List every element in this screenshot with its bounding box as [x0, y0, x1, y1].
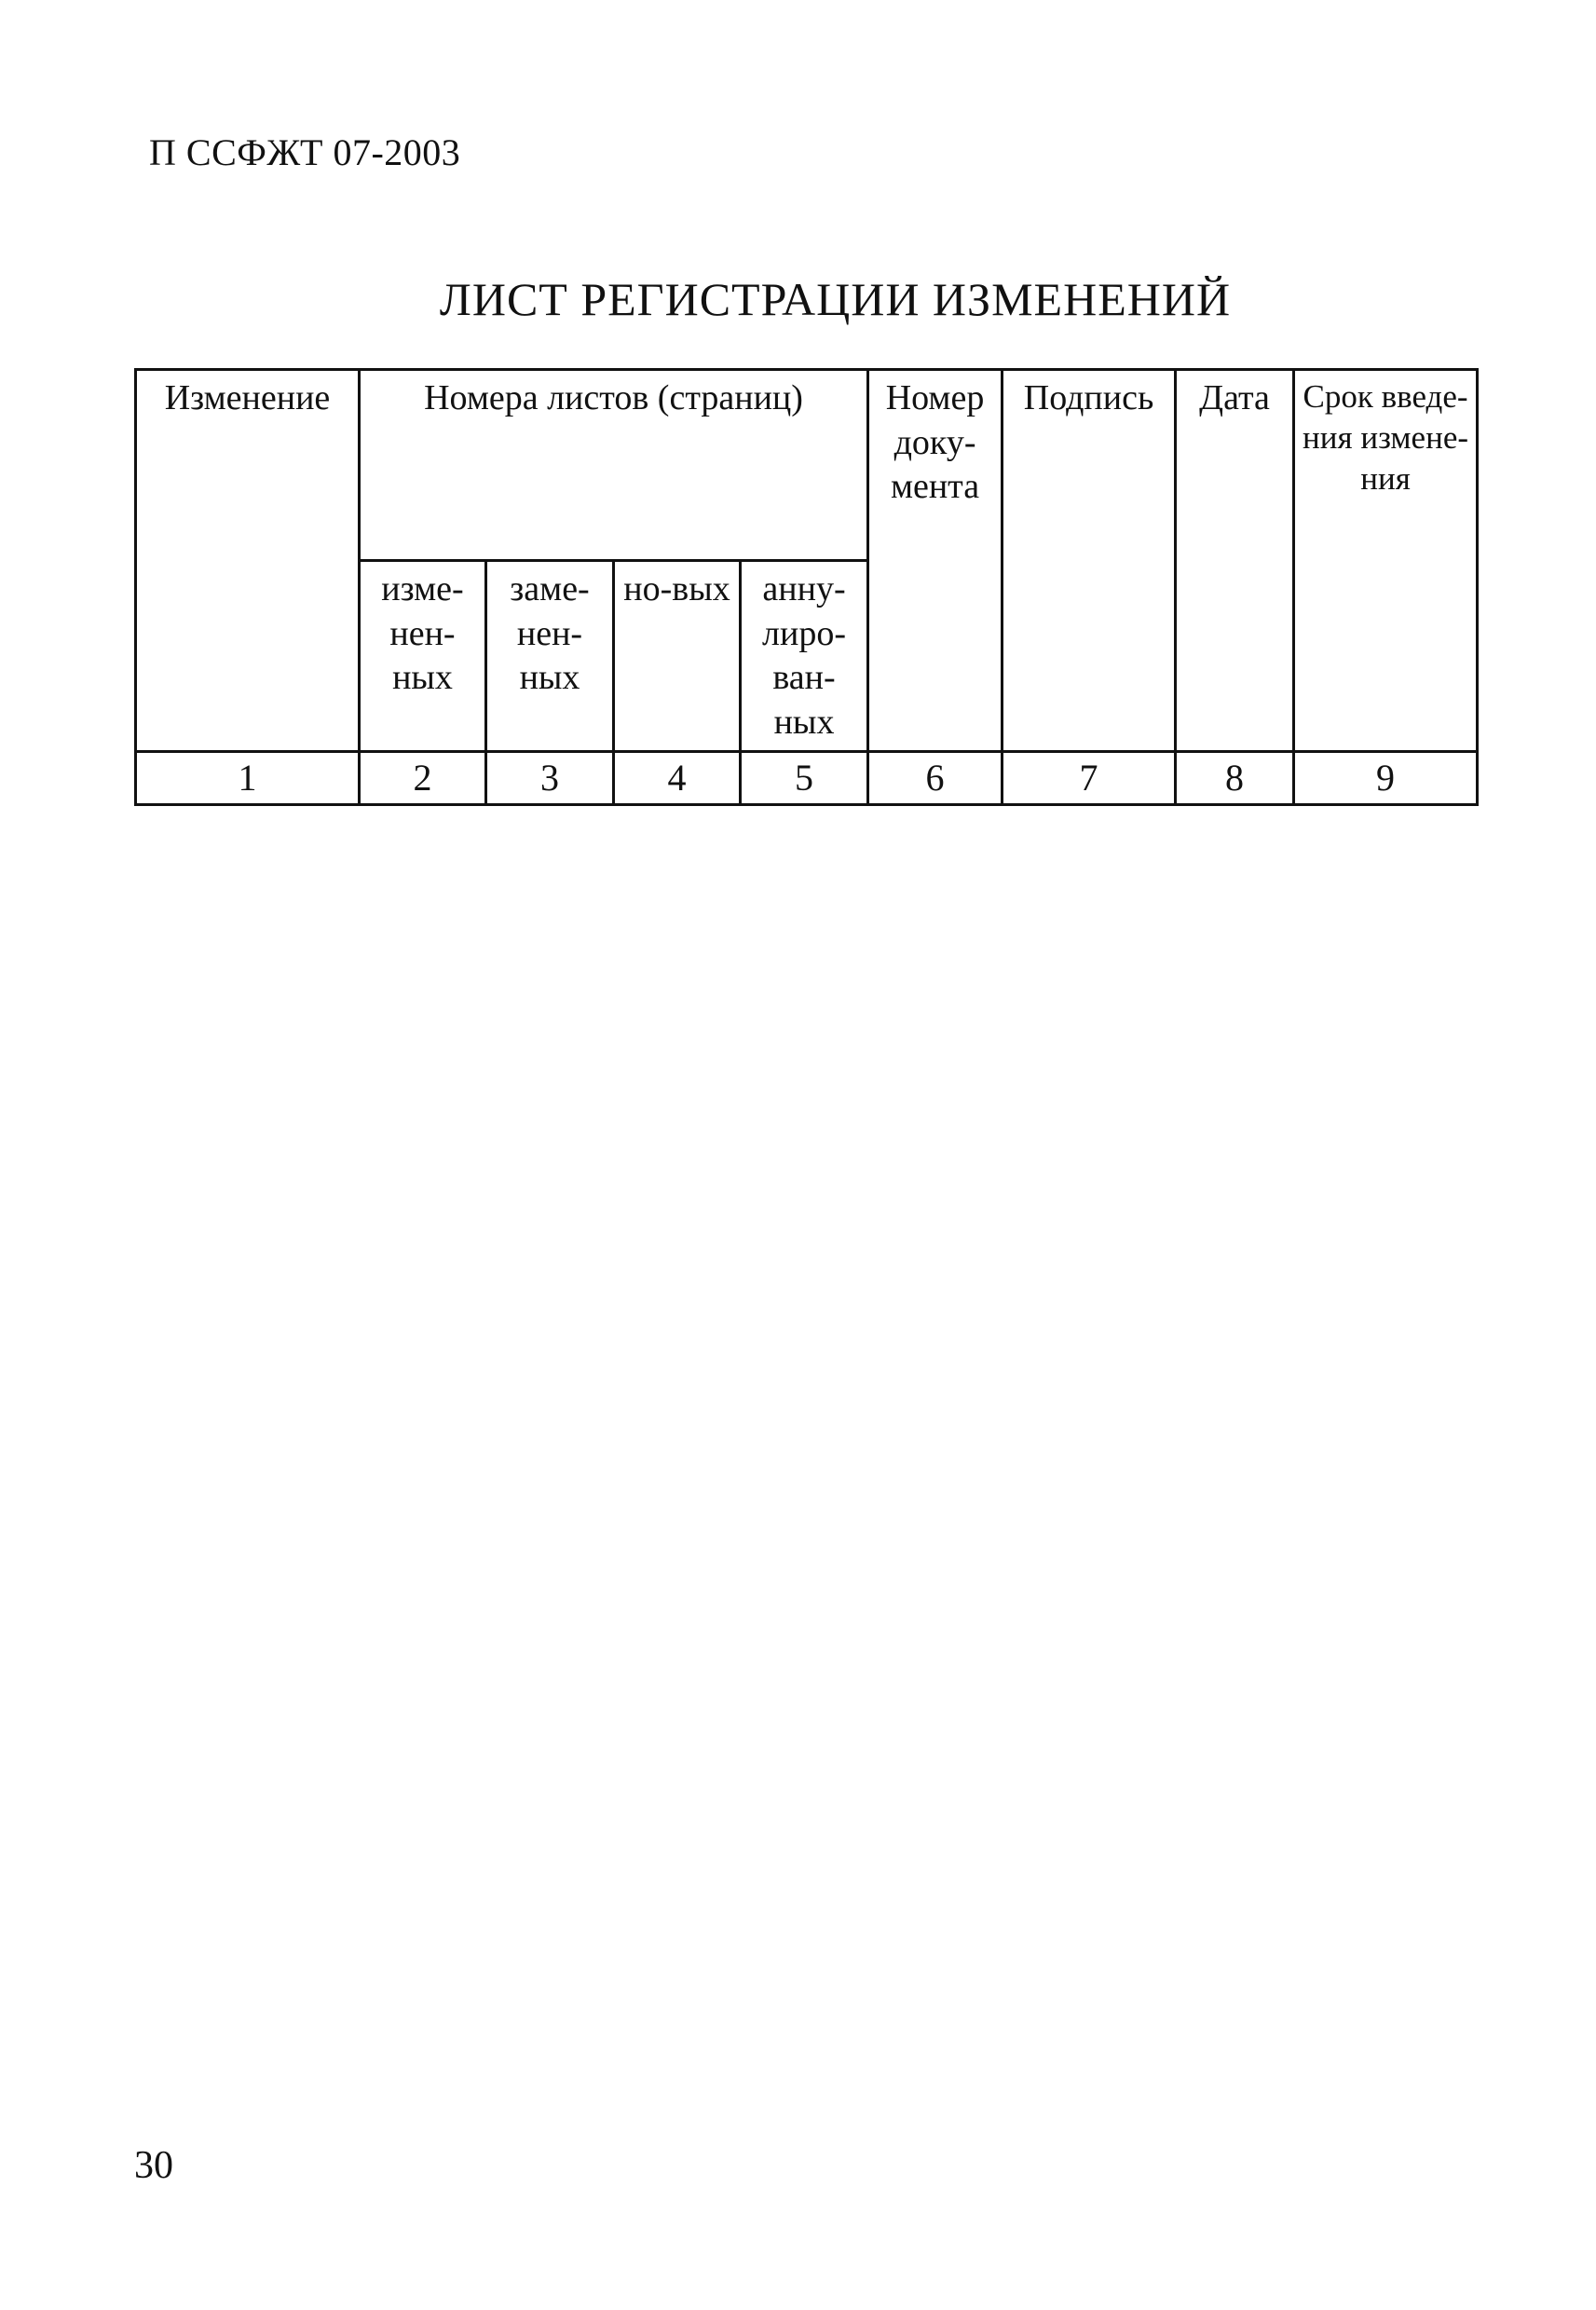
- column-number: 6: [868, 752, 1003, 805]
- column-number-row: [136, 752, 1478, 805]
- column-number: 4: [614, 752, 741, 805]
- subheader-annulled: анну-лиро-ван-ных: [741, 561, 868, 752]
- page-title: ЛИСТ РЕГИСТРАЦИИ ИЗМЕНЕНИЙ: [439, 273, 1232, 325]
- document-code: П ССФЖТ 07-2003: [149, 131, 461, 173]
- column-number: 3: [486, 752, 614, 805]
- column-number: 5: [741, 752, 868, 805]
- change-registration-table: [134, 368, 1479, 806]
- column-number: 7: [1003, 752, 1176, 805]
- header-doc-number: Номер доку-мента: [868, 370, 1003, 752]
- header-signature: Подпись: [1003, 370, 1176, 752]
- header-date: Дата: [1176, 370, 1294, 752]
- subheader-replaced: заме-нен-ных: [486, 561, 614, 752]
- header-sheet-numbers: Номера листов (страниц): [360, 370, 868, 561]
- column-number: 1: [136, 752, 360, 805]
- header-change: Изменение: [136, 370, 360, 752]
- page-number: 30: [134, 2144, 173, 2187]
- column-number: 2: [360, 752, 486, 805]
- subheader-changed: изме-нен-ных: [360, 561, 486, 752]
- header-row: [136, 370, 1478, 561]
- column-number: 8: [1176, 752, 1294, 805]
- header-effective-date: Срок введе-ния измене-ния: [1294, 370, 1478, 752]
- column-number: 9: [1294, 752, 1478, 805]
- subheader-new: но-вых: [614, 561, 741, 752]
